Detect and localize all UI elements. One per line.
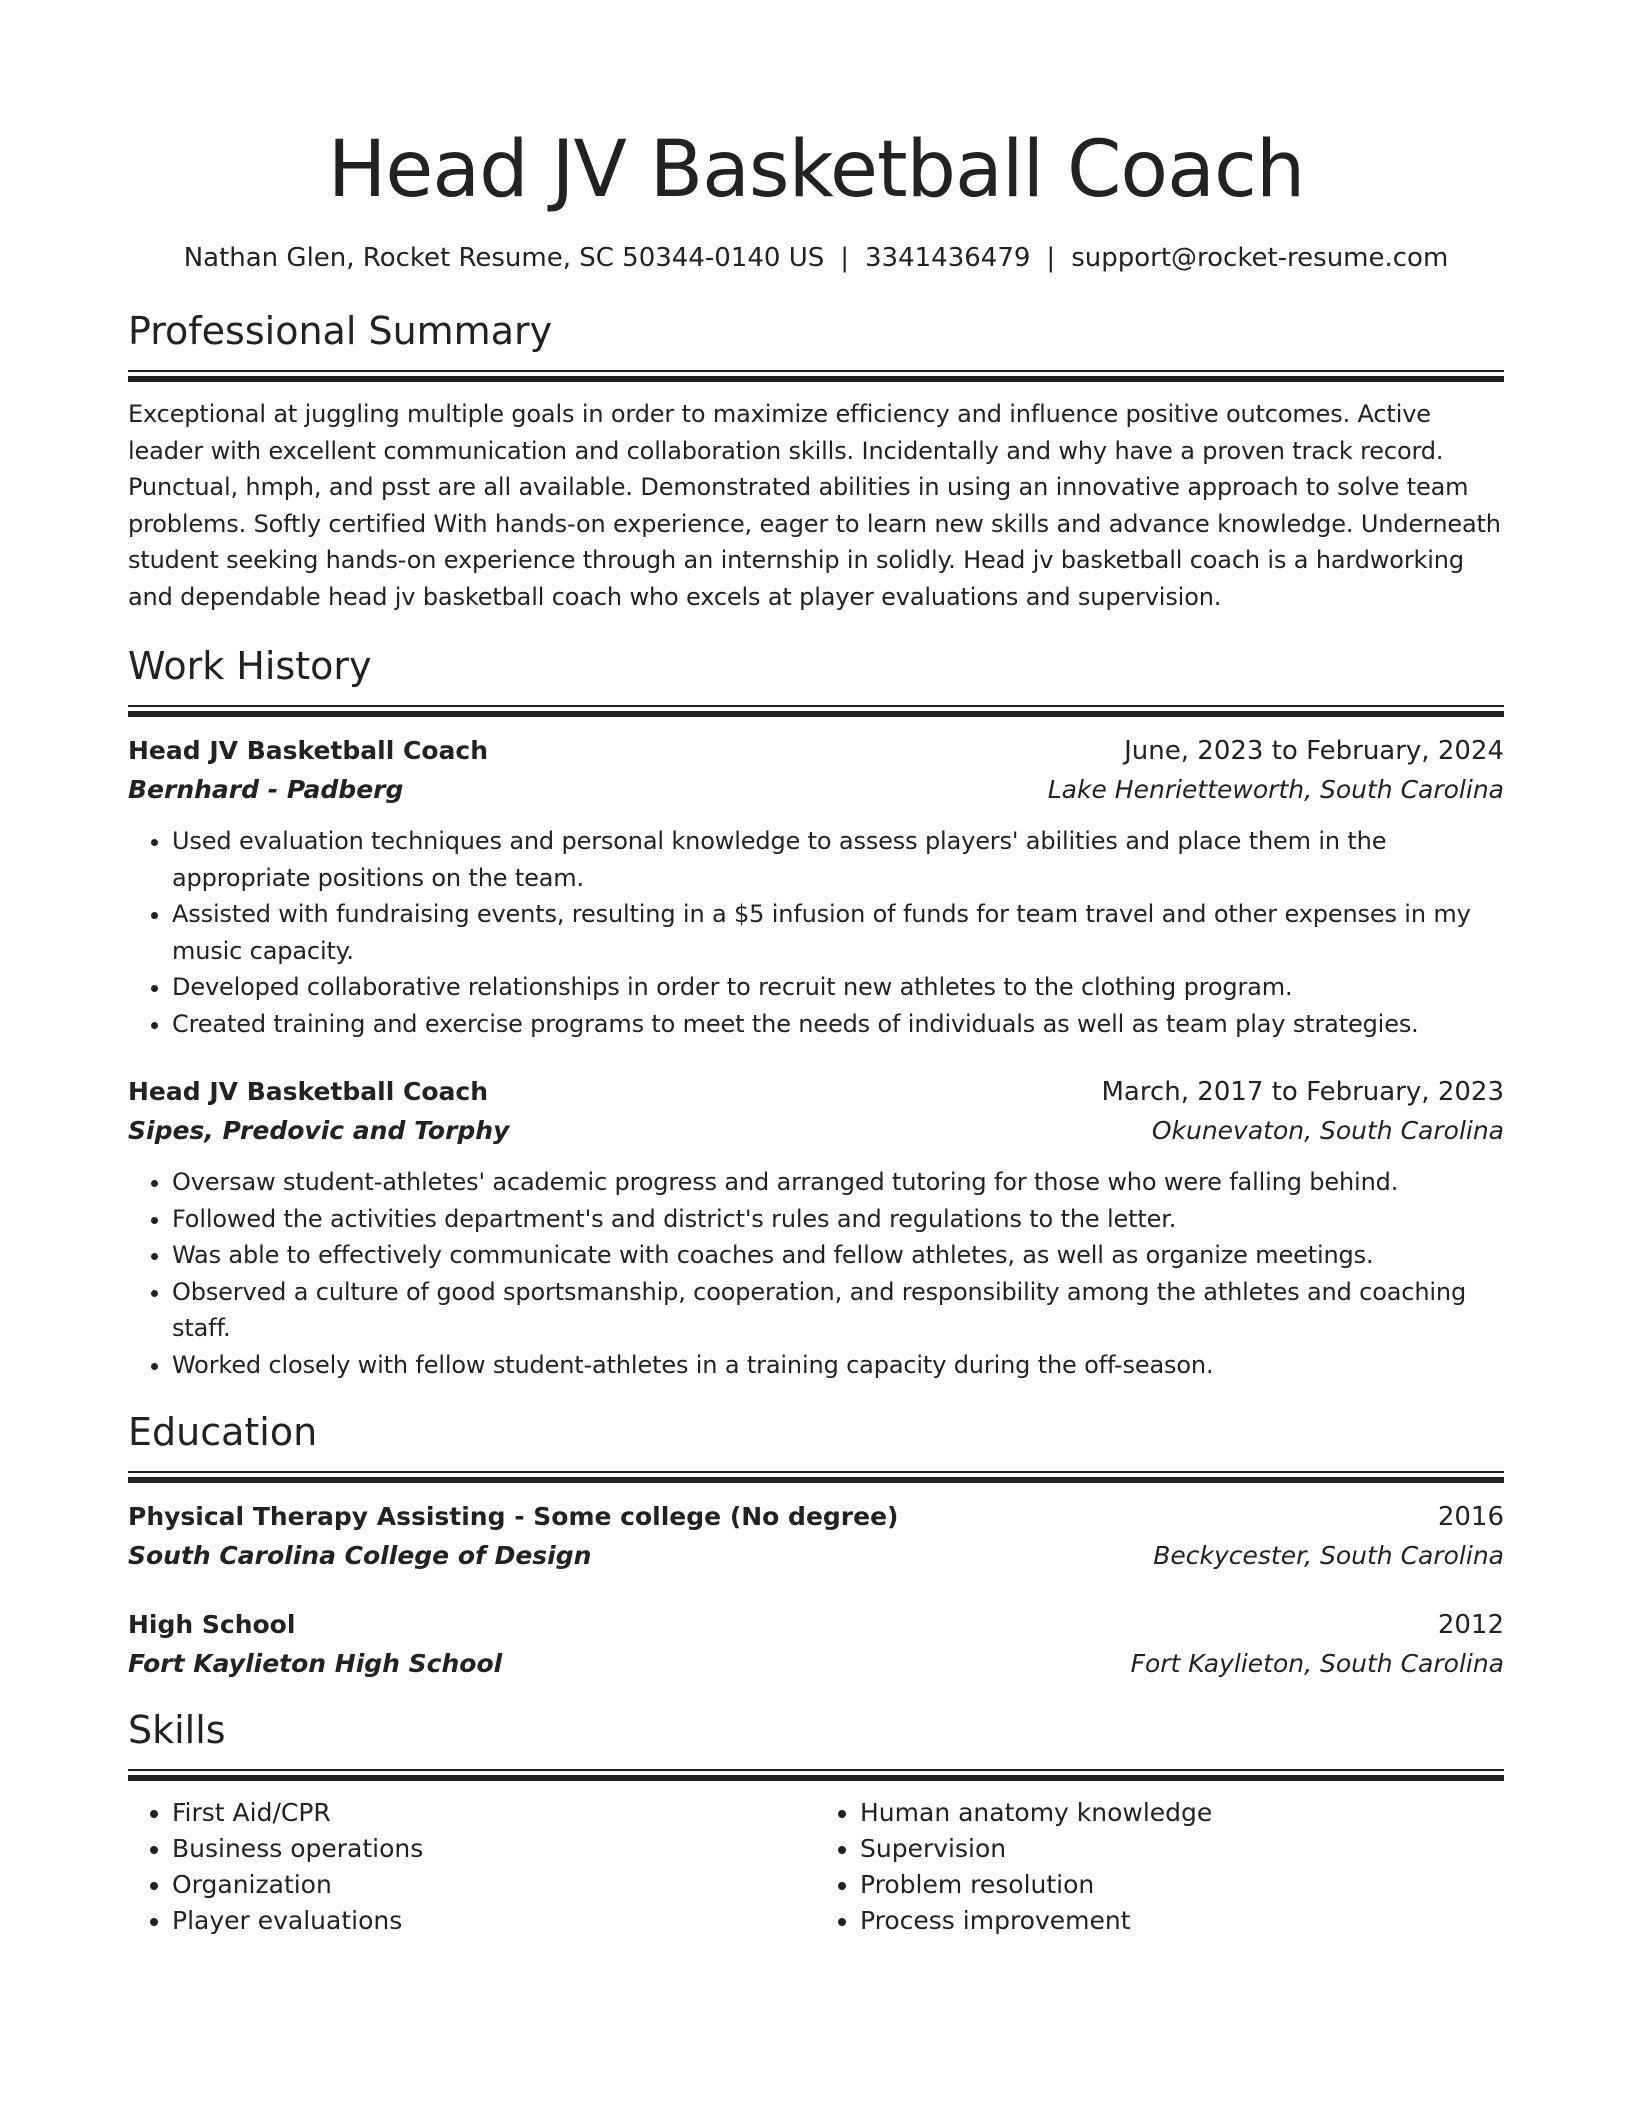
section-divider (128, 1769, 1504, 1781)
section-divider (128, 370, 1504, 382)
job-bullet: • Used evaluation techniques and personal knowledge to assess players' abilities and place them in the appropriate positions on the team. (172, 823, 1504, 896)
education-degree: Physical Therapy Assisting - Some college (No degree) (128, 1502, 899, 1531)
education-location: Beckycester, South Carolina (1153, 1541, 1504, 1570)
skills-columns (128, 1795, 1504, 1939)
job-dates: June, 2023 to February, 2024 (1124, 736, 1504, 766)
education-section (128, 1407, 1504, 1683)
contact-phone: 3341436479 (865, 243, 1031, 273)
job-bullet: • Developed collaborative relationships in order to recruit new athletes to the clothing program. (172, 969, 1504, 1006)
job-bullet: • Worked closely with fellow student-athletes in a training capacity during the off-season. (172, 1347, 1504, 1384)
contact-separator: | (1046, 243, 1056, 273)
skill-item: • Problem resolution (860, 1867, 1504, 1903)
education-location: Fort Kaylieton, South Carolina (1130, 1649, 1504, 1678)
job-bullet: • Observed a culture of good sportsmanship, cooperation, and responsibility among the athletes and coaching staff. (172, 1274, 1504, 1347)
education-school: South Carolina College of Design (128, 1541, 592, 1570)
education-year: 2012 (1437, 1610, 1504, 1640)
job-title: Head JV Basketball Coach (128, 1077, 488, 1106)
job-title: Head JV Basketball Coach (128, 736, 488, 765)
education-year: 2016 (1437, 1502, 1504, 1532)
education-entry (128, 1497, 1504, 1575)
skills-heading: Skills (128, 1708, 226, 1752)
section-divider (128, 1471, 1504, 1483)
job-entry (128, 1072, 1504, 1383)
job-bullets (128, 1164, 1504, 1383)
education-school: Fort Kaylieton High School (128, 1649, 503, 1678)
job-location: Okunevaton, South Carolina (1151, 1116, 1504, 1145)
work-history-section (128, 641, 1504, 1383)
skills-section (128, 1705, 1504, 1939)
skills-column-left (128, 1795, 816, 1939)
job-bullet: • Was able to effectively communicate with coaches and fellow athletes, as well as organize meetings. (172, 1237, 1504, 1274)
skill-item: • Business operations (172, 1831, 816, 1867)
skill-item: • First Aid/CPR (172, 1795, 816, 1831)
job-entry (128, 731, 1504, 1042)
section-divider (128, 705, 1504, 717)
skill-item: • Human anatomy knowledge (860, 1795, 1504, 1831)
education-entry (128, 1605, 1504, 1683)
resume-title: Head JV Basketball Coach (327, 125, 1305, 215)
skill-item: • Organization (172, 1867, 816, 1903)
job-location: Lake Henrietteworth, South Carolina (1047, 775, 1504, 804)
job-bullet: • Created training and exercise programs to meet the needs of individuals as well as team play strategies. (172, 1006, 1504, 1043)
job-bullet: • Assisted with fundraising events, resulting in a $5 infusion of funds for team travel and other expenses in my music capacity. (172, 896, 1504, 969)
job-bullets (128, 823, 1504, 1042)
skill-item: • Process improvement (860, 1903, 1504, 1939)
summary-text: Exceptional at juggling multiple goals in order to maximize efficiency and influence positive outcomes. Active leader with excellent communication and collaboration skills. Incidentally and why have a proven track record. Punctual, hmph, and psst are all available. Demonstrated abilities in using an innovative approach to solve team problems. Softly certified With hands-on experience, eager to learn new skills and advance knowledge. Underneath student seeking hands-on experience through an internship in solidly. Head jv basketball coach is a hardworking and dependable head jv basketball coach who excels at player evaluations and supervision. (128, 400, 1501, 611)
education-degree: High School (128, 1610, 296, 1639)
skill-item: • Supervision (860, 1831, 1504, 1867)
job-company: Bernhard - Padberg (128, 775, 404, 804)
contact-line (128, 240, 1504, 276)
skills-column-right (816, 1795, 1504, 1939)
job-bullet: • Oversaw student-athletes' academic progress and arranged tutoring for those who were falling behind. (172, 1164, 1504, 1201)
summary-heading: Professional Summary (128, 309, 553, 353)
contact-address: Nathan Glen, Rocket Resume, SC 50344-0140 US (183, 243, 825, 273)
work-history-heading: Work History (128, 644, 372, 688)
job-company: Sipes, Predovic and Torphy (128, 1116, 510, 1145)
contact-email: support@rocket-resume.com (1071, 243, 1449, 273)
job-bullet: • Followed the activities department's and district's rules and regulations to the letter. (172, 1201, 1504, 1238)
contact-separator: | (840, 243, 849, 273)
job-dates: March, 2017 to February, 2023 (1101, 1077, 1504, 1107)
summary-section (128, 306, 1504, 615)
skill-item: • Player evaluations (172, 1903, 816, 1939)
education-heading: Education (128, 1410, 318, 1454)
